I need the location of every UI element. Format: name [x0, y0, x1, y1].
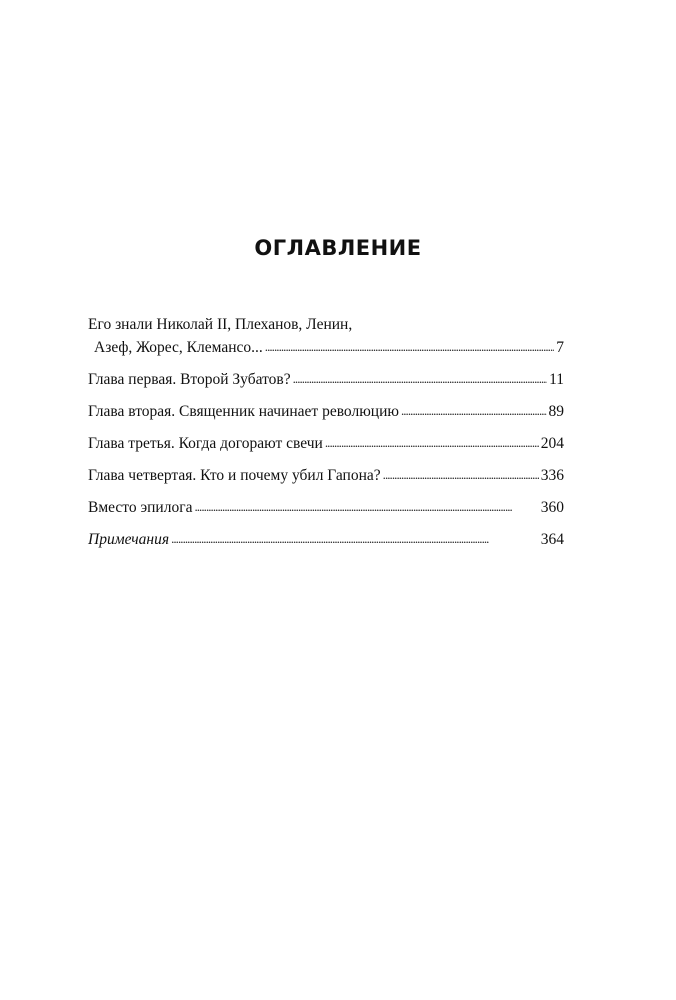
toc-entry-title: Азеф, Жорес, Клемансо... [94, 339, 263, 356]
toc-page-number: 360 [540, 499, 564, 516]
dot-leader [171, 527, 539, 550]
dot-leader [194, 495, 538, 518]
toc-page-number: 89 [548, 403, 564, 420]
toc-entry-line [88, 464, 564, 487]
toc-entry-title: Глава четвертая. Кто и почему убил Гапона? [88, 467, 381, 484]
toc-entry-line [88, 336, 564, 359]
toc-entry-line [88, 368, 564, 391]
toc-entry-line [88, 400, 564, 423]
toc-page-number: 204 [540, 435, 564, 452]
toc-entry-title: Примечания [88, 531, 170, 548]
toc-entry [88, 464, 564, 487]
dot-leader [325, 431, 539, 454]
toc-entry-title-line1: Его знали Николай II, Плеханов, Ленин, [88, 316, 353, 333]
toc-entry-title: Глава вторая. Священник начинает революцию [88, 403, 399, 420]
dot-leader [265, 335, 554, 358]
page-title: ОГЛАВЛЕНИЕ [254, 236, 422, 260]
toc-entry [88, 313, 564, 359]
dot-leader [383, 463, 539, 486]
toc-entry [88, 528, 564, 551]
toc-entry-title: Вместо эпилога [88, 499, 193, 516]
toc-entry [88, 496, 564, 519]
toc-entry [88, 368, 564, 391]
table-of-contents [88, 313, 564, 560]
toc-entry [88, 432, 564, 455]
toc-entry-line [88, 528, 564, 551]
dot-leader [401, 399, 547, 422]
toc-entry-line [88, 496, 564, 519]
toc-entry-title: Глава первая. Второй Зубатов? [88, 371, 291, 388]
toc-page-number: 7 [556, 339, 564, 356]
toc-page-number: 336 [540, 467, 564, 484]
toc-entry-title: Глава третья. Когда догорают свечи [88, 435, 323, 452]
toc-entry-line [88, 432, 564, 455]
dot-leader [293, 367, 547, 390]
toc-entry [88, 400, 564, 423]
toc-page-number: 364 [540, 531, 564, 548]
toc-page-number: 11 [549, 371, 564, 388]
